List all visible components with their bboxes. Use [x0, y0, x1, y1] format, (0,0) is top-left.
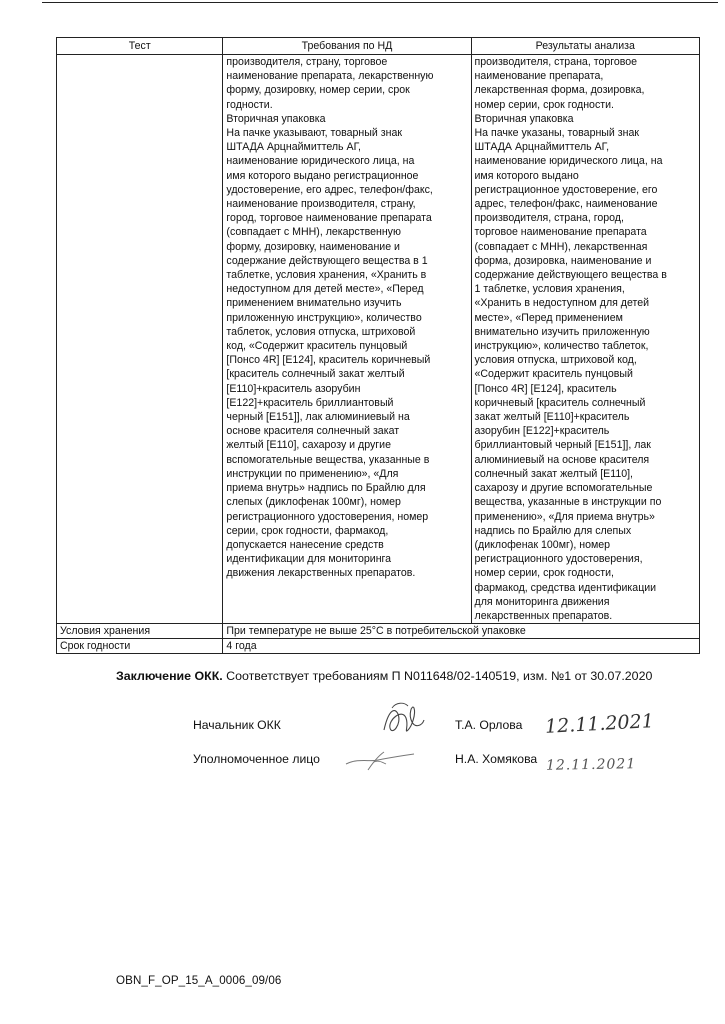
conclusion-label: Заключение ОКК.: [116, 669, 223, 683]
table-row-storage: [57, 624, 700, 639]
table-header-row: [57, 38, 700, 55]
signature-date-khomyakova: 12.11.2021: [545, 756, 637, 774]
header-results: Результаты анализа: [471, 38, 699, 55]
table-row-shelf-life: [57, 639, 700, 654]
header-requirements: Требования по НД: [223, 38, 471, 55]
signature-date-orlova: 12.11.2021: [544, 710, 655, 738]
storage-value: При температуре не выше 25°С в потребительской упаковке: [223, 624, 700, 639]
table-row-packaging: [57, 55, 700, 624]
shelf-life-label: Срок годности: [57, 639, 223, 654]
signer-role-head: Начальник ОКК: [193, 718, 281, 732]
shelf-life-value: 4 года: [223, 639, 700, 654]
cell-result: производителя, страна, торговое наименование препарата, лекарственная форма, дозировка, номер серии, срок годности. Вторичная упаковка На пачке указаны, товарный знак ШТАДА Арцнаймиттель АГ, наименование юридического лица, на имя которого выдано регистрационное удостоверение, его адрес, телефон/факс, наименование производителя, страна, город, торговое наименование препарата (совпадает с МНН), лекарственная форма, дозировка, наименование и содержание действующего вещества в 1 таблетке, условия хранения, «Хранить в недоступном для детей месте», «Перед применением внимательно изучить приложенную инструкцию», количество таблеток, условия отпуска, штриховой код, «Содержит краситель пунцовый [Понсо 4R] [E124], краситель коричневый [краситель солнечный закат желтый [E110]+краситель азорубин [E122]+краситель бриллиантовый черный [E151]], лак алюминиевый на основе красителя солнечный закат желтый [E110], сахарозу и другие вспомогательные вещества, указанные в инструкции по применению», «Для приема внутрь» надпись по Брайлю для слепых (диклофенак 100мг), номер регистрационного удостоверения, номер серии, срок годности, фармакод, средства идентификации для мониторинга движения лекарственных препаратов.: [471, 55, 699, 624]
conclusion: [116, 668, 656, 685]
signature-khomyakova: [344, 748, 416, 774]
header-test: Тест: [57, 38, 223, 55]
top-border-line: [42, 2, 718, 3]
cell-requirement: производителя, страну, торговое наименование препарата, лекарственную форму, дозировку, номер серии, срок годности. Вторичная упаковка На пачке указывают, товарный знак ШТАДА Арцнаймиттель АГ, наименование юридического лица, на имя которого выдано регистрационное удостоверение, его адрес, телефон/факс, наименование производителя, страну, город, торговое наименование препарата (совпадает с МНН), лекарственную форму, дозировку, наименование и содержание действующего вещества в 1 таблетке, условия хранения, «Хранить в недоступном для детей месте», «Перед применением внимательно изучить приложенную инструкцию», количество таблеток, условия отпуска, штриховой код, «Содержит краситель пунцовый [Понсо 4R] [E124], краситель коричневый [краситель солнечный закат желтый [E110]+краситель азорубин [E122]+краситель бриллиантовый черный [E151]], лак алюминиевый на основе красителя солнечный закат желтый [E110], сахарозу и другие вспомогательные вещества, указанные в инструкции по применению», «Для приема внутрь» надпись по Брайлю для слепых (диклофенак 100мг), номер регистрационного удостоверения, номер серии, срок годности, фармакод, допускается нанесение средств идентификации для мониторинга движения лекарственных препаратов.: [223, 55, 471, 624]
signer-name-orlova: Т.А. Орлова: [455, 718, 523, 732]
storage-label: Условия хранения: [57, 624, 223, 639]
signer-role-authorized: Уполномоченное лицо: [193, 752, 320, 766]
signer-name-khomyakova: Н.А. Хомякова: [455, 752, 538, 766]
cell-test-name: [57, 55, 223, 624]
signature-orlova: [378, 700, 428, 742]
analysis-table: [56, 37, 700, 654]
document-form-code: OBN_F_OP_15_A_0006_09/06: [116, 974, 282, 987]
conclusion-text: Соответствует требованиям П N011648/02-140519, изм. №1 от 30.07.2020: [222, 669, 653, 683]
